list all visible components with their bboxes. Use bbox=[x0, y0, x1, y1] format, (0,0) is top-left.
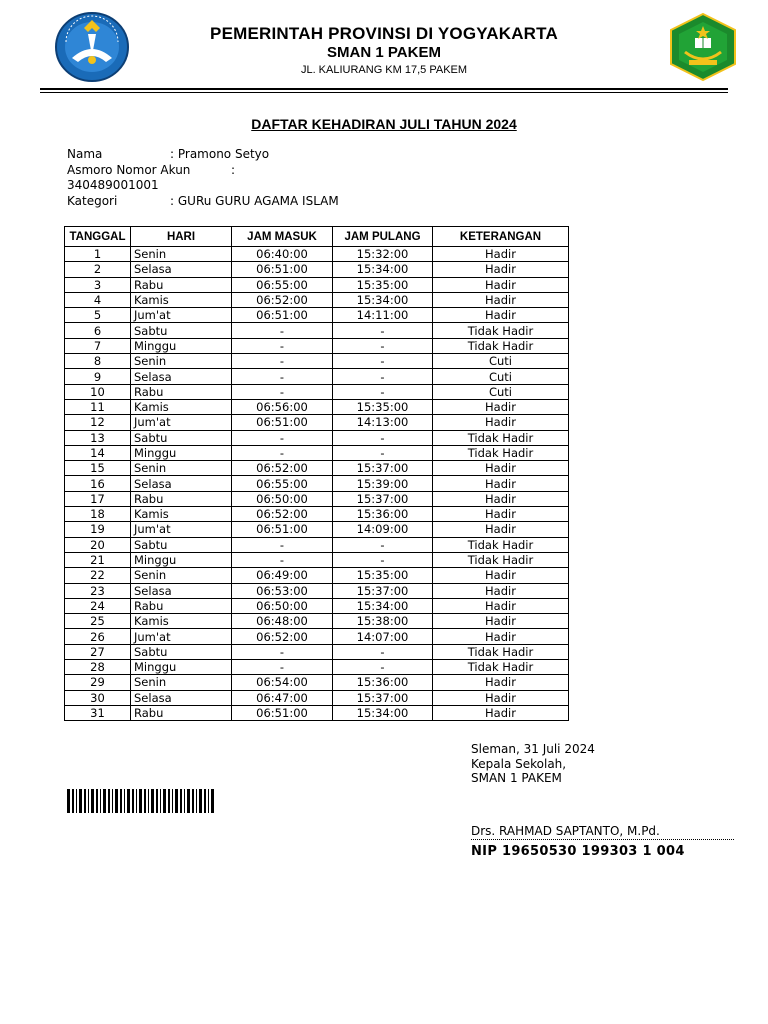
cell-tanggal: 2 bbox=[65, 262, 131, 277]
table-row bbox=[65, 430, 569, 445]
cell-jam-masuk: - bbox=[232, 323, 333, 338]
cell-keterangan: Cuti bbox=[433, 354, 569, 369]
cell-jam-masuk: 06:51:00 bbox=[232, 705, 333, 720]
header-school: SMAN 1 PAKEM bbox=[327, 44, 441, 61]
table-row bbox=[65, 399, 569, 414]
cell-jam-pulang: - bbox=[333, 338, 433, 353]
cell-hari: Rabu bbox=[131, 491, 232, 506]
cell-hari: Senin bbox=[131, 354, 232, 369]
cell-jam-pulang: 15:35:00 bbox=[333, 277, 433, 292]
cell-hari: Minggu bbox=[131, 445, 232, 460]
cell-tanggal: 18 bbox=[65, 507, 131, 522]
cell-tanggal: 24 bbox=[65, 598, 131, 613]
cell-hari: Selasa bbox=[131, 583, 232, 598]
cell-hari: Minggu bbox=[131, 552, 232, 567]
cell-hari: Rabu bbox=[131, 598, 232, 613]
table-row bbox=[65, 461, 569, 476]
cell-jam-pulang: 15:34:00 bbox=[333, 598, 433, 613]
cell-keterangan: Hadir bbox=[433, 476, 569, 491]
cell-hari: Kamis bbox=[131, 614, 232, 629]
cell-jam-masuk: 06:51:00 bbox=[232, 308, 333, 323]
nama-label: Nama bbox=[67, 147, 103, 161]
cell-jam-masuk: 06:48:00 bbox=[232, 614, 333, 629]
col-header-jam-pulang: JAM PULANG bbox=[333, 227, 433, 247]
table-row bbox=[65, 644, 569, 659]
table-row bbox=[65, 323, 569, 338]
cell-keterangan: Hadir bbox=[433, 277, 569, 292]
cell-jam-masuk: - bbox=[232, 644, 333, 659]
cell-keterangan: Hadir bbox=[433, 491, 569, 506]
cell-keterangan: Hadir bbox=[433, 614, 569, 629]
cell-tanggal: 10 bbox=[65, 384, 131, 399]
cell-jam-masuk: 06:50:00 bbox=[232, 598, 333, 613]
table-row bbox=[65, 522, 569, 537]
table-row bbox=[65, 292, 569, 307]
cell-keterangan: Tidak Hadir bbox=[433, 660, 569, 675]
cell-jam-pulang: - bbox=[333, 644, 433, 659]
kategori-value: : GURu GURU AGAMA ISLAM bbox=[170, 193, 339, 208]
barcode-icon bbox=[67, 789, 215, 813]
table-row bbox=[65, 491, 569, 506]
cell-keterangan: Hadir bbox=[433, 675, 569, 690]
table-row bbox=[65, 705, 569, 720]
col-header-hari: HARI bbox=[131, 227, 232, 247]
cell-jam-pulang: - bbox=[333, 384, 433, 399]
cell-keterangan: Tidak Hadir bbox=[433, 323, 569, 338]
cell-jam-masuk: 06:54:00 bbox=[232, 675, 333, 690]
cell-tanggal: 9 bbox=[65, 369, 131, 384]
cell-hari: Senin bbox=[131, 568, 232, 583]
table-row bbox=[65, 369, 569, 384]
cell-jam-pulang: - bbox=[333, 369, 433, 384]
cell-hari: Senin bbox=[131, 461, 232, 476]
cell-hari: Senin bbox=[131, 247, 232, 262]
cell-jam-masuk: 06:56:00 bbox=[232, 399, 333, 414]
cell-tanggal: 30 bbox=[65, 690, 131, 705]
cell-keterangan: Hadir bbox=[433, 522, 569, 537]
table-row bbox=[65, 415, 569, 430]
cell-keterangan: Cuti bbox=[433, 369, 569, 384]
kategori-label: Kategori bbox=[67, 193, 118, 208]
cell-jam-pulang: 14:09:00 bbox=[333, 522, 433, 537]
cell-jam-pulang: 15:37:00 bbox=[333, 690, 433, 705]
sign-role: Kepala Sekolah, bbox=[471, 756, 567, 771]
cell-hari: Jum'at bbox=[131, 629, 232, 644]
cell-tanggal: 19 bbox=[65, 522, 131, 537]
cell-keterangan: Tidak Hadir bbox=[433, 445, 569, 460]
cell-jam-masuk: 06:55:00 bbox=[232, 277, 333, 292]
cell-tanggal: 20 bbox=[65, 537, 131, 552]
akun-label: Asmoro Nomor Akun bbox=[67, 162, 191, 177]
sign-place-date: Sleman, 31 Juli 2024 bbox=[471, 742, 595, 756]
cell-jam-pulang: - bbox=[333, 323, 433, 338]
table-row bbox=[65, 598, 569, 613]
cell-jam-pulang: - bbox=[333, 660, 433, 675]
cell-keterangan: Hadir bbox=[433, 247, 569, 262]
table-row bbox=[65, 614, 569, 629]
cell-keterangan: Cuti bbox=[433, 384, 569, 399]
cell-tanggal: 14 bbox=[65, 445, 131, 460]
cell-tanggal: 28 bbox=[65, 660, 131, 675]
cell-tanggal: 5 bbox=[65, 308, 131, 323]
table-body bbox=[65, 247, 569, 721]
cell-tanggal: 1 bbox=[65, 247, 131, 262]
table-row bbox=[65, 552, 569, 567]
cell-jam-pulang: 15:32:00 bbox=[333, 247, 433, 262]
cell-hari: Minggu bbox=[131, 660, 232, 675]
info-block bbox=[67, 147, 467, 209]
cell-keterangan: Hadir bbox=[433, 308, 569, 323]
table-row bbox=[65, 660, 569, 675]
table-row bbox=[65, 308, 569, 323]
cell-jam-masuk: 06:55:00 bbox=[232, 476, 333, 491]
cell-keterangan: Tidak Hadir bbox=[433, 644, 569, 659]
cell-keterangan: Tidak Hadir bbox=[433, 552, 569, 567]
header-divider-thin bbox=[40, 92, 728, 93]
header-government: PEMERINTAH PROVINSI DI YOGYAKARTA bbox=[210, 24, 558, 43]
cell-jam-masuk: - bbox=[232, 445, 333, 460]
cell-keterangan: Hadir bbox=[433, 292, 569, 307]
cell-hari: Sabtu bbox=[131, 537, 232, 552]
cell-tanggal: 29 bbox=[65, 675, 131, 690]
cell-jam-pulang: 14:07:00 bbox=[333, 629, 433, 644]
attendance-table bbox=[64, 226, 569, 721]
cell-jam-pulang: 15:34:00 bbox=[333, 292, 433, 307]
cell-hari: Selasa bbox=[131, 369, 232, 384]
header-address: JL. KALIURANG KM 17,5 PAKEM bbox=[300, 64, 468, 76]
col-header-tanggal: TANGGAL bbox=[65, 227, 131, 247]
cell-keterangan: Tidak Hadir bbox=[433, 430, 569, 445]
cell-jam-pulang: - bbox=[333, 537, 433, 552]
cell-hari: Sabtu bbox=[131, 323, 232, 338]
cell-hari: Minggu bbox=[131, 338, 232, 353]
cell-jam-masuk: 06:47:00 bbox=[232, 690, 333, 705]
cell-jam-pulang: 15:37:00 bbox=[333, 491, 433, 506]
cell-jam-masuk: 06:51:00 bbox=[232, 415, 333, 430]
cell-jam-pulang: - bbox=[333, 354, 433, 369]
cell-keterangan: Tidak Hadir bbox=[433, 537, 569, 552]
cell-jam-masuk: 06:50:00 bbox=[232, 491, 333, 506]
cell-jam-pulang: 14:13:00 bbox=[333, 415, 433, 430]
cell-tanggal: 27 bbox=[65, 644, 131, 659]
header-divider-thick bbox=[40, 88, 728, 90]
table-row bbox=[65, 445, 569, 460]
cell-keterangan: Hadir bbox=[433, 568, 569, 583]
cell-jam-masuk: 06:52:00 bbox=[232, 292, 333, 307]
col-header-keterangan: KETERANGAN bbox=[433, 227, 569, 247]
table-row bbox=[65, 277, 569, 292]
cell-jam-pulang: 14:11:00 bbox=[333, 308, 433, 323]
cell-jam-pulang: 15:36:00 bbox=[333, 507, 433, 522]
table-row bbox=[65, 507, 569, 522]
cell-keterangan: Hadir bbox=[433, 461, 569, 476]
cell-hari: Sabtu bbox=[131, 644, 232, 659]
cell-tanggal: 17 bbox=[65, 491, 131, 506]
table-row bbox=[65, 568, 569, 583]
cell-hari: Jum'at bbox=[131, 522, 232, 537]
sign-school: SMAN 1 PAKEM bbox=[471, 771, 562, 785]
cell-jam-masuk: - bbox=[232, 660, 333, 675]
cell-jam-pulang: 15:37:00 bbox=[333, 461, 433, 476]
akun-value: 340489001001 bbox=[67, 178, 159, 192]
cell-keterangan: Hadir bbox=[433, 705, 569, 720]
table-row bbox=[65, 247, 569, 262]
cell-hari: Rabu bbox=[131, 384, 232, 399]
cell-jam-pulang: 15:39:00 bbox=[333, 476, 433, 491]
cell-jam-masuk: 06:52:00 bbox=[232, 629, 333, 644]
cell-tanggal: 7 bbox=[65, 338, 131, 353]
cell-jam-masuk: 06:49:00 bbox=[232, 568, 333, 583]
cell-jam-masuk: - bbox=[232, 552, 333, 567]
cell-jam-pulang: - bbox=[333, 445, 433, 460]
signatory-name-text: Drs. RAHMAD SAPTANTO, M.Pd. bbox=[471, 824, 660, 838]
cell-tanggal: 12 bbox=[65, 415, 131, 430]
cell-keterangan: Hadir bbox=[433, 399, 569, 414]
table-header-row bbox=[65, 227, 569, 247]
cell-tanggal: 3 bbox=[65, 277, 131, 292]
cell-tanggal: 13 bbox=[65, 430, 131, 445]
signatory-nip: NIP 19650530 199303 1 004 bbox=[471, 844, 685, 859]
cell-tanggal: 23 bbox=[65, 583, 131, 598]
cell-keterangan: Hadir bbox=[433, 583, 569, 598]
cell-hari: Kamis bbox=[131, 399, 232, 414]
cell-tanggal: 26 bbox=[65, 629, 131, 644]
cell-keterangan: Hadir bbox=[433, 415, 569, 430]
table-row bbox=[65, 583, 569, 598]
cell-jam-pulang: 15:37:00 bbox=[333, 583, 433, 598]
table-row bbox=[65, 384, 569, 399]
cell-tanggal: 6 bbox=[65, 323, 131, 338]
nama-value: : Pramono Setyo bbox=[170, 147, 270, 161]
cell-tanggal: 31 bbox=[65, 705, 131, 720]
cell-jam-pulang: 15:36:00 bbox=[333, 675, 433, 690]
cell-tanggal: 16 bbox=[65, 476, 131, 491]
table-row bbox=[65, 262, 569, 277]
cell-jam-masuk: 06:40:00 bbox=[232, 247, 333, 262]
signatory-name bbox=[471, 824, 734, 840]
table-row bbox=[65, 354, 569, 369]
cell-hari: Selasa bbox=[131, 690, 232, 705]
cell-hari: Selasa bbox=[131, 476, 232, 491]
table-row bbox=[65, 338, 569, 353]
cell-hari: Senin bbox=[131, 675, 232, 690]
cell-jam-pulang: - bbox=[333, 430, 433, 445]
table-row bbox=[65, 629, 569, 644]
cell-keterangan: Hadir bbox=[433, 262, 569, 277]
page-title: DAFTAR KEHADIRAN JULI TAHUN 2024 bbox=[251, 116, 517, 132]
cell-jam-masuk: - bbox=[232, 338, 333, 353]
cell-hari: Sabtu bbox=[131, 430, 232, 445]
cell-keterangan: Tidak Hadir bbox=[433, 338, 569, 353]
cell-jam-masuk: - bbox=[232, 537, 333, 552]
cell-tanggal: 11 bbox=[65, 399, 131, 414]
table-row bbox=[65, 476, 569, 491]
cell-tanggal: 15 bbox=[65, 461, 131, 476]
table-row bbox=[65, 537, 569, 552]
col-header-jam-masuk: JAM MASUK bbox=[232, 227, 333, 247]
cell-jam-pulang: - bbox=[333, 552, 433, 567]
cell-hari: Jum'at bbox=[131, 415, 232, 430]
cell-tanggal: 22 bbox=[65, 568, 131, 583]
akun-colon: : bbox=[231, 162, 236, 177]
cell-jam-pulang: 15:35:00 bbox=[333, 568, 433, 583]
cell-keterangan: Hadir bbox=[433, 507, 569, 522]
cell-jam-pulang: 15:35:00 bbox=[333, 399, 433, 414]
table-row bbox=[65, 690, 569, 705]
cell-keterangan: Hadir bbox=[433, 598, 569, 613]
cell-jam-pulang: 15:34:00 bbox=[333, 262, 433, 277]
cell-jam-masuk: - bbox=[232, 354, 333, 369]
cell-hari: Selasa bbox=[131, 262, 232, 277]
cell-jam-masuk: 06:51:00 bbox=[232, 522, 333, 537]
cell-hari: Kamis bbox=[131, 507, 232, 522]
cell-jam-masuk: 06:53:00 bbox=[232, 583, 333, 598]
cell-tanggal: 25 bbox=[65, 614, 131, 629]
cell-jam-pulang: 15:38:00 bbox=[333, 614, 433, 629]
cell-hari: Jum'at bbox=[131, 308, 232, 323]
cell-tanggal: 4 bbox=[65, 292, 131, 307]
cell-jam-masuk: 06:52:00 bbox=[232, 461, 333, 476]
table-row bbox=[65, 675, 569, 690]
cell-keterangan: Hadir bbox=[433, 629, 569, 644]
cell-jam-masuk: - bbox=[232, 384, 333, 399]
cell-hari: Rabu bbox=[131, 705, 232, 720]
signature-block bbox=[471, 742, 741, 786]
cell-keterangan: Hadir bbox=[433, 690, 569, 705]
cell-jam-pulang: 15:34:00 bbox=[333, 705, 433, 720]
cell-jam-masuk: - bbox=[232, 430, 333, 445]
cell-jam-masuk: 06:51:00 bbox=[232, 262, 333, 277]
cell-jam-masuk: - bbox=[232, 369, 333, 384]
cell-tanggal: 8 bbox=[65, 354, 131, 369]
cell-tanggal: 21 bbox=[65, 552, 131, 567]
cell-hari: Rabu bbox=[131, 277, 232, 292]
cell-hari: Kamis bbox=[131, 292, 232, 307]
cell-jam-masuk: 06:52:00 bbox=[232, 507, 333, 522]
